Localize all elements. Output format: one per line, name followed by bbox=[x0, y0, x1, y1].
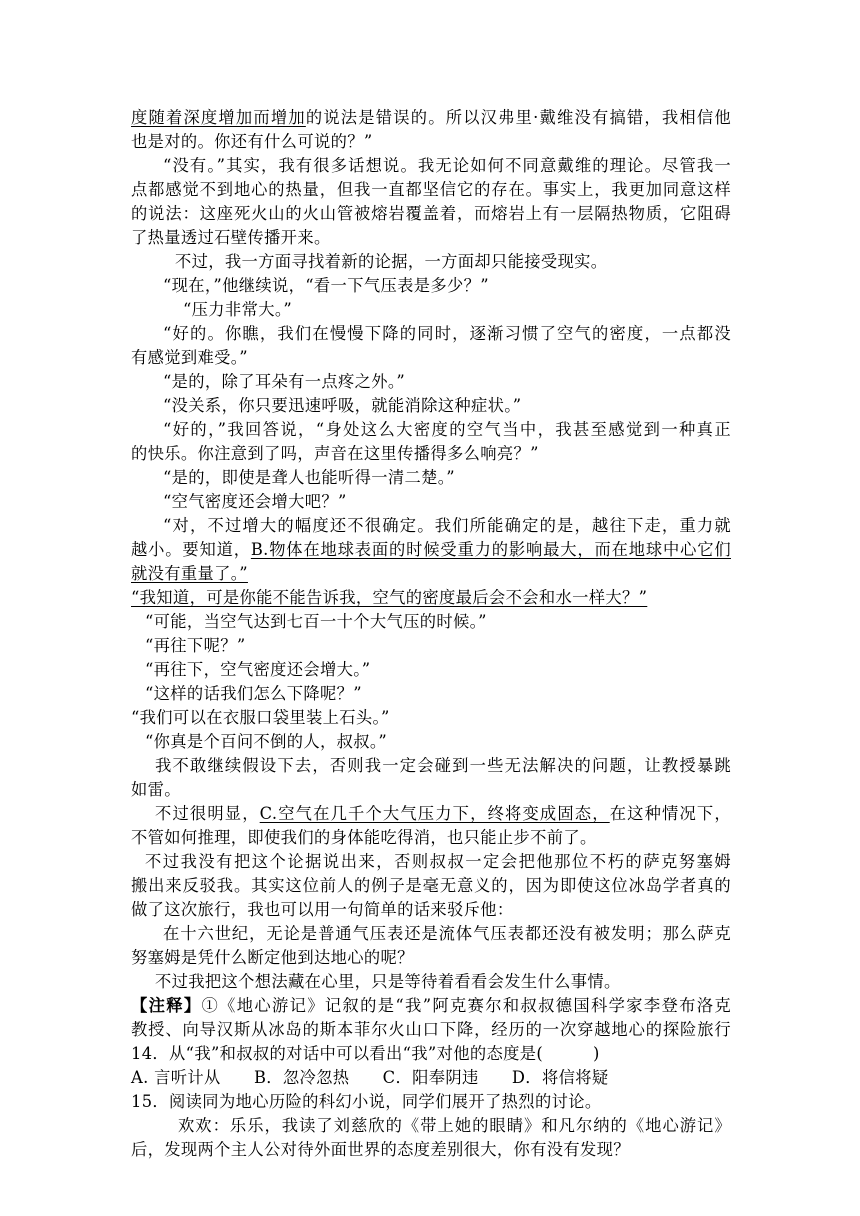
text-line bbox=[131, 706, 416, 730]
text-segment: ①《地心游记》记叙的是“我”阿克赛尔和叔叔德国科学家李登布洛克 bbox=[201, 996, 731, 1015]
text-segment: “空气密度还会增大吧？” bbox=[163, 492, 347, 511]
text-line bbox=[131, 778, 181, 802]
text-line bbox=[131, 1138, 651, 1162]
text-segment: 也是对的。你还有什么可说的？” bbox=[131, 132, 373, 151]
text-segment: 后，发现两个主人公对待外面世界的态度差别很大，你有没有发现？ bbox=[131, 1140, 630, 1159]
text-segment: 搬出来反驳我。其实这位前人的例子是毫无意义的，因为即使这位冰岛学者真的 bbox=[131, 876, 731, 895]
underlined-text: C.空气在几千个大气压力下，终将变成固态， bbox=[259, 804, 610, 823]
text-line bbox=[131, 226, 341, 250]
text-segment: 在十六世纪，无论是普通气压表还是流体气压表都还没有被发明；那么萨克 bbox=[163, 924, 731, 943]
underlined-text: 度随着深度增加而增加 bbox=[131, 108, 306, 127]
text-segment: 不过很明显， bbox=[155, 804, 260, 823]
text-line bbox=[163, 466, 478, 490]
text-line bbox=[131, 346, 271, 370]
text-line bbox=[131, 946, 441, 970]
text-segment: 有感觉到难受。” bbox=[131, 348, 248, 367]
text-line bbox=[131, 994, 731, 1018]
text-segment: “这样的话我们怎么下降呢？” bbox=[145, 684, 362, 703]
text-segment: “好的，”我回答说，“身处这么大密度的空气当中，我甚至感觉到一种真正 bbox=[163, 420, 731, 439]
text-line bbox=[131, 442, 561, 466]
text-line bbox=[145, 850, 731, 874]
text-line bbox=[163, 514, 731, 538]
text-segment: “没有。”其实，我有很多话想说。我无论如何不同意戴维的理论。尽管我一 bbox=[163, 156, 731, 175]
text-line bbox=[145, 610, 515, 634]
text-line bbox=[131, 538, 731, 562]
text-line bbox=[131, 898, 561, 922]
text-segment: 的快乐。你注意到了吗，声音在这里传播得多么响亮？” bbox=[131, 444, 539, 463]
text-line bbox=[163, 418, 731, 442]
text-segment: “我们可以在衣服口袋里装上石头。” bbox=[131, 708, 390, 727]
text-segment: “现在，”他继续说，“看一下气压表是多少？” bbox=[163, 276, 489, 295]
text-segment: 努塞姆是凭什么断定他到达地心的呢？ bbox=[131, 948, 414, 967]
text-line bbox=[131, 586, 671, 610]
text-line bbox=[131, 106, 731, 130]
text-line bbox=[175, 250, 635, 274]
text-line bbox=[183, 298, 313, 322]
text-segment: 的说法：这座死火山的火山管被熔岩覆盖着，而熔岩上有一层隔热物质，它阻碍 bbox=[131, 204, 731, 223]
text-segment: 越小。要知道， bbox=[131, 540, 251, 559]
text-segment: 我不敢继续假设下去，否则我一定会碰到一些无法解决的问题，让教授暴跳 bbox=[155, 756, 731, 775]
text-line bbox=[131, 1066, 651, 1090]
text-segment: 不管如何推理，即使我们的身体能吃得消，也只能止步不前了。 bbox=[131, 828, 597, 847]
text-line bbox=[131, 1090, 641, 1114]
text-line bbox=[163, 922, 731, 946]
text-line bbox=[145, 682, 380, 706]
text-line bbox=[163, 154, 731, 178]
text-segment: 了热量透过石壁传播开来。 bbox=[131, 228, 331, 247]
text-segment: 教授、向导汉斯从冰岛的斯本菲尔火山口下降，经历的一次穿越地心的探险旅行 bbox=[131, 1020, 731, 1039]
text-segment: “对，不过增大的幅度还不很确定。我们所能确定的是，越往下走，重力就 bbox=[163, 516, 731, 535]
text-line bbox=[163, 370, 433, 394]
text-segment: “再往下，空气密度还会增大。” bbox=[145, 660, 371, 679]
underlined-text: B.物体在地球表面的时候受重力的影响最大，而在地球中心它们 bbox=[250, 540, 731, 559]
text-line bbox=[131, 202, 731, 226]
text-segment: 15．阅读同为地心历险的科幻小说，同学们展开了热烈的讨论。 bbox=[131, 1092, 602, 1111]
text-segment: “没关系，你只要迅速呼吸，就能消除这种症状。” bbox=[163, 396, 522, 415]
text-line bbox=[178, 1114, 731, 1138]
note-label: 【注释】 bbox=[131, 996, 202, 1015]
text-line bbox=[155, 802, 731, 826]
text-line bbox=[163, 490, 363, 514]
text-line bbox=[155, 970, 675, 994]
text-segment: “压力非常大。” bbox=[183, 300, 292, 319]
text-segment: 点都感觉不到地心的热量，但我一直都坚信它的存在。事实上，我更加同意这样 bbox=[131, 180, 731, 199]
text-segment: 不过，我一方面寻找着新的论据，一方面却只能接受现实。 bbox=[175, 252, 608, 271]
text-segment: A. 言听计从 B．忽冷忽热 C．阳奉阴违 D．将信将疑 bbox=[131, 1068, 609, 1087]
text-line bbox=[163, 322, 731, 346]
underlined-text: 就没有重量了。” bbox=[131, 564, 248, 583]
text-segment: 14．从“我”和叔叔的对话中可以看出“我”对他的态度是( ) bbox=[131, 1044, 600, 1063]
text-segment: 不过我没有把这个论据说出来，否则叔叔一定会把他那位不朽的萨克努塞姆 bbox=[145, 852, 731, 871]
text-line bbox=[131, 178, 731, 202]
text-line bbox=[131, 562, 261, 586]
text-line bbox=[145, 634, 255, 658]
text-segment: 的说法是错误的。所以汉弗里·戴维没有搞错，我相信他 bbox=[305, 108, 731, 127]
underlined-text: “我知道，可是你能不能告诉我，空气的密度最后会不会和水一样大？” bbox=[131, 588, 648, 607]
text-line bbox=[155, 754, 731, 778]
text-line bbox=[145, 730, 410, 754]
text-segment: “是的，即使是聋人也能听得一清二楚。” bbox=[163, 468, 455, 487]
text-segment: “是的，除了耳朵有一点疼之外。” bbox=[163, 372, 406, 391]
text-line bbox=[131, 130, 371, 154]
text-line bbox=[131, 874, 731, 898]
text-line bbox=[131, 1018, 731, 1042]
text-line bbox=[131, 826, 641, 850]
text-segment: 做了这次旅行，我也可以用一句简单的话来驳斥他： bbox=[131, 900, 514, 919]
text-line bbox=[163, 394, 553, 418]
text-segment: 欢欢：乐乐，我读了刘慈欣的《带上她的眼睛》和凡尔纳的《地心游记》 bbox=[178, 1116, 731, 1135]
text-line bbox=[145, 658, 395, 682]
text-segment: “再往下呢？” bbox=[145, 636, 246, 655]
text-segment: 不过我把这个想法藏在心里，只是等待着看看会发生什么事情。 bbox=[155, 972, 621, 991]
text-segment: “好的。你瞧，我们在慢慢下降的同时，逐渐习惯了空气的密度，一点都没 bbox=[163, 324, 731, 343]
text-segment: 在这种情况下， bbox=[609, 804, 732, 823]
text-line bbox=[131, 1042, 651, 1066]
text-line bbox=[163, 274, 513, 298]
text-segment: “可能，当空气达到七百一十个大气压的时候。” bbox=[145, 612, 487, 631]
text-segment: 如雷。 bbox=[131, 780, 181, 799]
text-segment: “你真是个百问不倒的人，叔叔。” bbox=[145, 732, 388, 751]
